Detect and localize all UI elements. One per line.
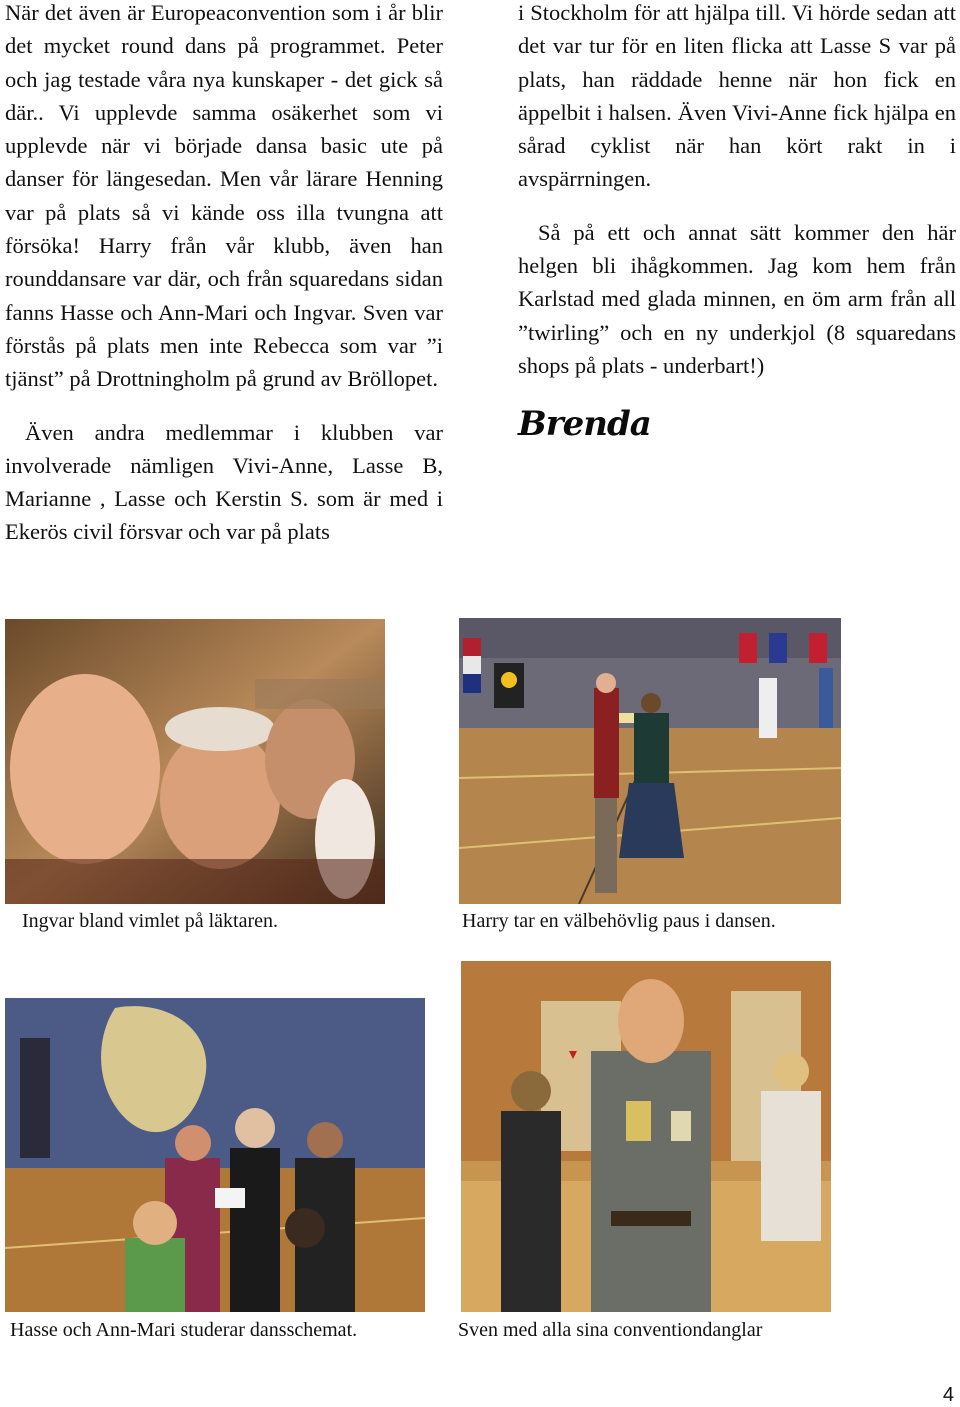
photo-schedule [5,998,425,1312]
author-signature: Brenda [518,404,651,444]
right-paragraph-2: Så på ett och annat sätt kommer den här helgen bli ihågkommen. Jag kom hem från Karlstad med glada minnen, en öm arm från all ”twirling” och en ny underkjol (8 squaredans shops på plats - underbart!) [518,219,956,378]
caption-photo-4: Sven med alla sina conventiondanglar [458,1319,763,1341]
left-paragraph-2: Även andra medlemmar i klubben var involverade nämligen Vivi-Anne, Lasse B, Marianne , Lasse och Kerstin S. som är med i Ekerös civil försvar och var på plats [5,419,443,545]
caption-photo-3: Hasse och Ann-Mari studerar dansschemat. [10,1319,358,1341]
photo-crowd-stands [5,619,385,904]
caption-photo-2: Harry tar en välbehövlig paus i dansen. [462,910,776,932]
left-text-column [5,0,443,549]
photo-sven [461,961,831,1312]
left-paragraph-1: När det även är Europeaconvention som i år blir det mycket round dans på programmet. Peter och jag testade våra nya kunskaper - det gick så där.. Vi upplevde samma osäkerhet som vi upplevde när vi började dansa basic ute på danser för längesedan. Men vår lärare Henning var på plats så vi kände oss illa tvungna att försöka! Harry från vår klubb, även han rounddansare var där, och från squaredans sidan fanns Hasse och Ann-Mari och Ingvar. Sven var förstås på plats men inte Rebecca som var ”i tjänst” på Drottningholm på grund av Bröllopet. [5,0,443,392]
right-text-column [518,0,956,382]
page-number: 4 [942,1384,954,1406]
photo-dance-hall [459,618,841,904]
right-paragraph-1: i Stockholm för att hjälpa till. Vi hörde sedan att det var tur för en liten flicka att Lasse S var på plats, han räddade henne när hon fick en äppelbit i halsen. Även Vivi-Anne fick hjälpa en sårad cyklist när han kört rakt in i avspärrningen. [518,0,956,192]
caption-photo-1: Ingvar bland vimlet på läktaren. [22,910,279,932]
